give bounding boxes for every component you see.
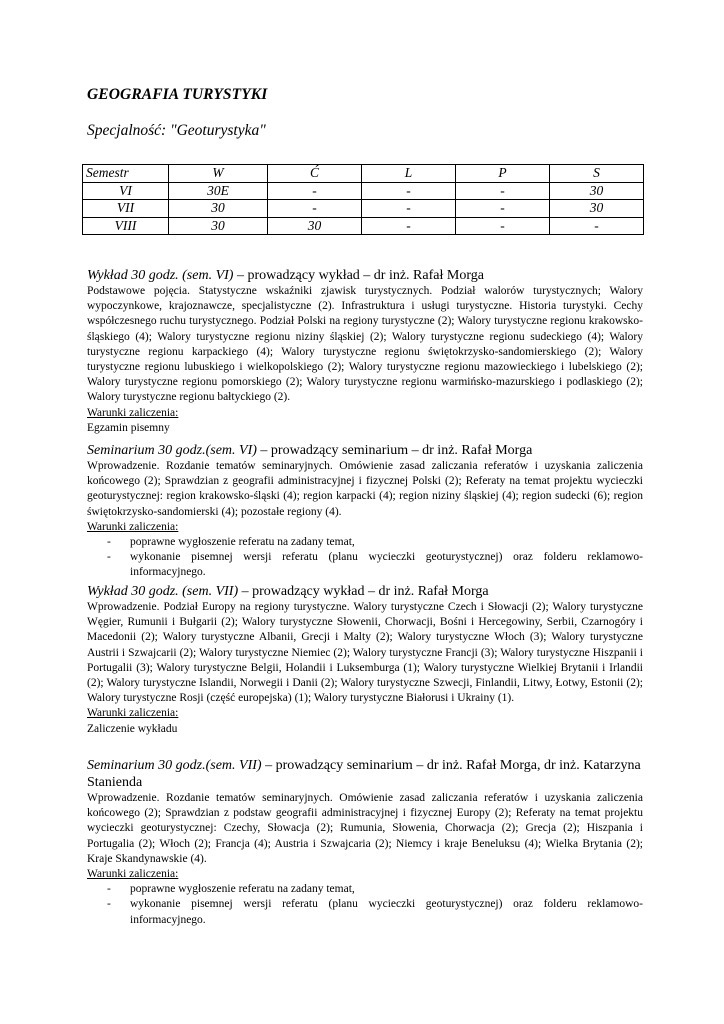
list-item: - wykonanie pisemnej wersji referatu (planu wycieczki geoturystycznej) oraz folderu reklamowo-informacyjnego.	[87, 897, 643, 927]
section-title-rest: – prowadzący wykład – dr inż. Rafał Morga	[233, 268, 484, 283]
seminar-sem-vii-section	[87, 757, 643, 928]
section-title	[87, 267, 643, 284]
table-header-cell: S	[550, 165, 644, 183]
section-title	[87, 442, 643, 459]
document-title: GEOGRAFIA TURYSTYKI	[87, 86, 268, 103]
section-title-italic: Wykład 30 godz. (sem. VII)	[87, 584, 239, 599]
table-cell: 30	[550, 182, 644, 200]
section-title	[87, 583, 643, 600]
section-title-rest: – prowadzący seminarium – dr inż. Rafał Morga	[256, 443, 533, 458]
conditions-label: Warunki zaliczenia:	[87, 406, 179, 419]
list-item: - wykonanie pisemnej wersji referatu (planu wycieczki geoturystycznej) oraz folderu reklamowo-informacyjnego.	[87, 550, 643, 580]
table-cell: VII	[83, 200, 169, 218]
conditions-text: Egzamin pisemny	[87, 421, 170, 434]
table-row	[83, 200, 644, 218]
table-cell: -	[362, 217, 456, 235]
table-header-cell: Ć	[268, 165, 362, 183]
conditions-label: Warunki zaliczenia:	[87, 520, 179, 533]
section-body: Wprowadzenie. Podział Europy na regiony turystyczne. Walory turystyczne Czech i Słowacji (2); Walory turystyczne Węgier, Rumunii i Bułgarii (2); Walory turystyczne Słowenii, Chorwacji, Bośni i Hercegowiny, Serbii, Czarnogóry i Macedonii (2); Walory turystyczne Albanii, Grecji i Malty (2); Walory turystyczne Włoch (3); Walory turystyczne Austrii i Szwajcarii (2); Walory turystyczne Niemiec (2); Walory turystyczne Francji (3); Walory turystyczne Hiszpanii i Portugalii (3); Walory turystyczne Belgii, Holandii i Luksemburga (1); Walory turystyczne Wielkiej Brytanii i Irlandii (2); Walory turystyczne Islandii, Norwegii i Danii (2); Walory turystyczne Szwecji, Finlandii, Litwy, Łotwy, Estonii (2); Walory turystyczne Rosji (część europejska) (1); Walory turystyczne Białorusi i Ukrainy (1).	[87, 601, 643, 705]
semester-table	[82, 164, 644, 235]
table-cell: 30	[169, 200, 268, 218]
specialization-heading: Specjalność: "Geoturystyka"	[87, 122, 266, 139]
section-title-rest: – prowadzący seminarium – dr inż. Rafał Morga, dr inż. Katarzyna Stanienda	[87, 758, 641, 790]
section-title-italic: Seminarium 30 godz.(sem. VI)	[87, 443, 257, 458]
table-cell: -	[268, 182, 362, 200]
lecture-sem-vi-section	[87, 267, 643, 436]
conditions-list	[87, 882, 643, 928]
table-cell: -	[456, 182, 550, 200]
table-cell: -	[456, 200, 550, 218]
table-row	[83, 217, 644, 235]
lecture-sem-vii-section	[87, 583, 643, 737]
table-cell: 30	[550, 200, 644, 218]
conditions-label: Warunki zaliczenia:	[87, 868, 179, 881]
table-header-cell: P	[456, 165, 550, 183]
table-cell: -	[456, 217, 550, 235]
table-row	[83, 182, 644, 200]
seminar-sem-vi-section	[87, 442, 643, 581]
table-header-cell: W	[169, 165, 268, 183]
section-title-italic: Seminarium 30 godz.(sem. VII)	[87, 758, 262, 773]
table-cell: 30	[268, 217, 362, 235]
table-cell: VI	[83, 182, 169, 200]
table-cell: 30E	[169, 182, 268, 200]
list-item: - poprawne wygłoszenie referatu na zadany temat,	[87, 535, 643, 550]
table-cell: -	[550, 217, 644, 235]
section-body: Wprowadzenie. Rozdanie tematów seminaryjnych. Omówienie zasad zaliczania referatów i uzyskania zaliczenia końcowego (2); Sprawdzian z podstaw geografii administracyjnej i fizycznej Europy (2); Referaty na temat projektu wycieczki geoturystycznej: Czechy, Słowacja (2); Rumunia, Słowenia, Chorwacja (2); Grecja (2); Hiszpania i Portugalia (2); Włoch (2); Francja (4); Austria i Szwajcaria (2); Niemcy i kraje Beneluksu (4); Wielka Brytania (2); Kraje Skandynawskie (4).	[87, 792, 643, 865]
table-header-cell: Semestr	[83, 165, 169, 183]
section-title-italic: Wykład 30 godz. (sem. VI)	[87, 268, 234, 283]
table-cell: 30	[169, 217, 268, 235]
conditions-text: Zaliczenie wykładu	[87, 722, 178, 735]
conditions-label: Warunki zaliczenia:	[87, 707, 179, 720]
section-title-rest: – prowadzący wykład – dr inż. Rafał Morga	[238, 584, 489, 599]
table-cell: -	[362, 182, 456, 200]
section-body: Wprowadzenie. Rozdanie tematów seminaryjnych. Omówienie zasad zaliczania referatów i uzyskania zaliczenia końcowego (2); Sprawdzian z geografii administracyjnej i fizycznej Polski (2); Referaty na temat projektu wycieczki geoturystycznej: region krakowsko-śląski (4); region karpacki (4); region niziny śląskiej (4); region sudecki (6); region świętokrzysko-sandomierski (4); pozostałe regiony (4).	[87, 460, 643, 518]
list-item: - poprawne wygłoszenie referatu na zadany temat,	[87, 882, 643, 897]
conditions-list	[87, 535, 643, 581]
table-header-cell: L	[362, 165, 456, 183]
table-cell: VIII	[83, 217, 169, 235]
table-cell: -	[268, 200, 362, 218]
section-title	[87, 757, 643, 791]
table-header-row	[83, 165, 644, 183]
table-cell: -	[362, 200, 456, 218]
section-body: Podstawowe pojęcia. Statystyczne wskaźniki zjawisk turystycznych. Podział walorów turystycznych; Walory wypoczynkowe, krajoznawcze, specjalistyczne (2). Infrastruktura i usługi turystyczne. Historia turystyki. Cechy współczesnego ruchu turystycznego. Podział Polski na regiony turystyczne (2); Walory turystyczne regionu krakowsko-śląskiego (4); Walory turystyczne regionu niziny śląskiej (2); Walory turystyczne regionu sudeckiego (4); Walory turystyczne regionu karpackiego (4); Walory turystyczne regionu świętokrzysko-sandomierskiego (2); Walory turystyczne regionu lubuskiego i wielkopolskiego (2); Walory turystyczne regionu mazowieckiego i lubelskiego (2); Walory turystyczne regionu pomorskiego (2); Walory turystyczne regionu warmińsko-mazurskiego i podlaskiego (2); Walory turystyczne regionu bałtyckiego (2).	[87, 285, 643, 404]
